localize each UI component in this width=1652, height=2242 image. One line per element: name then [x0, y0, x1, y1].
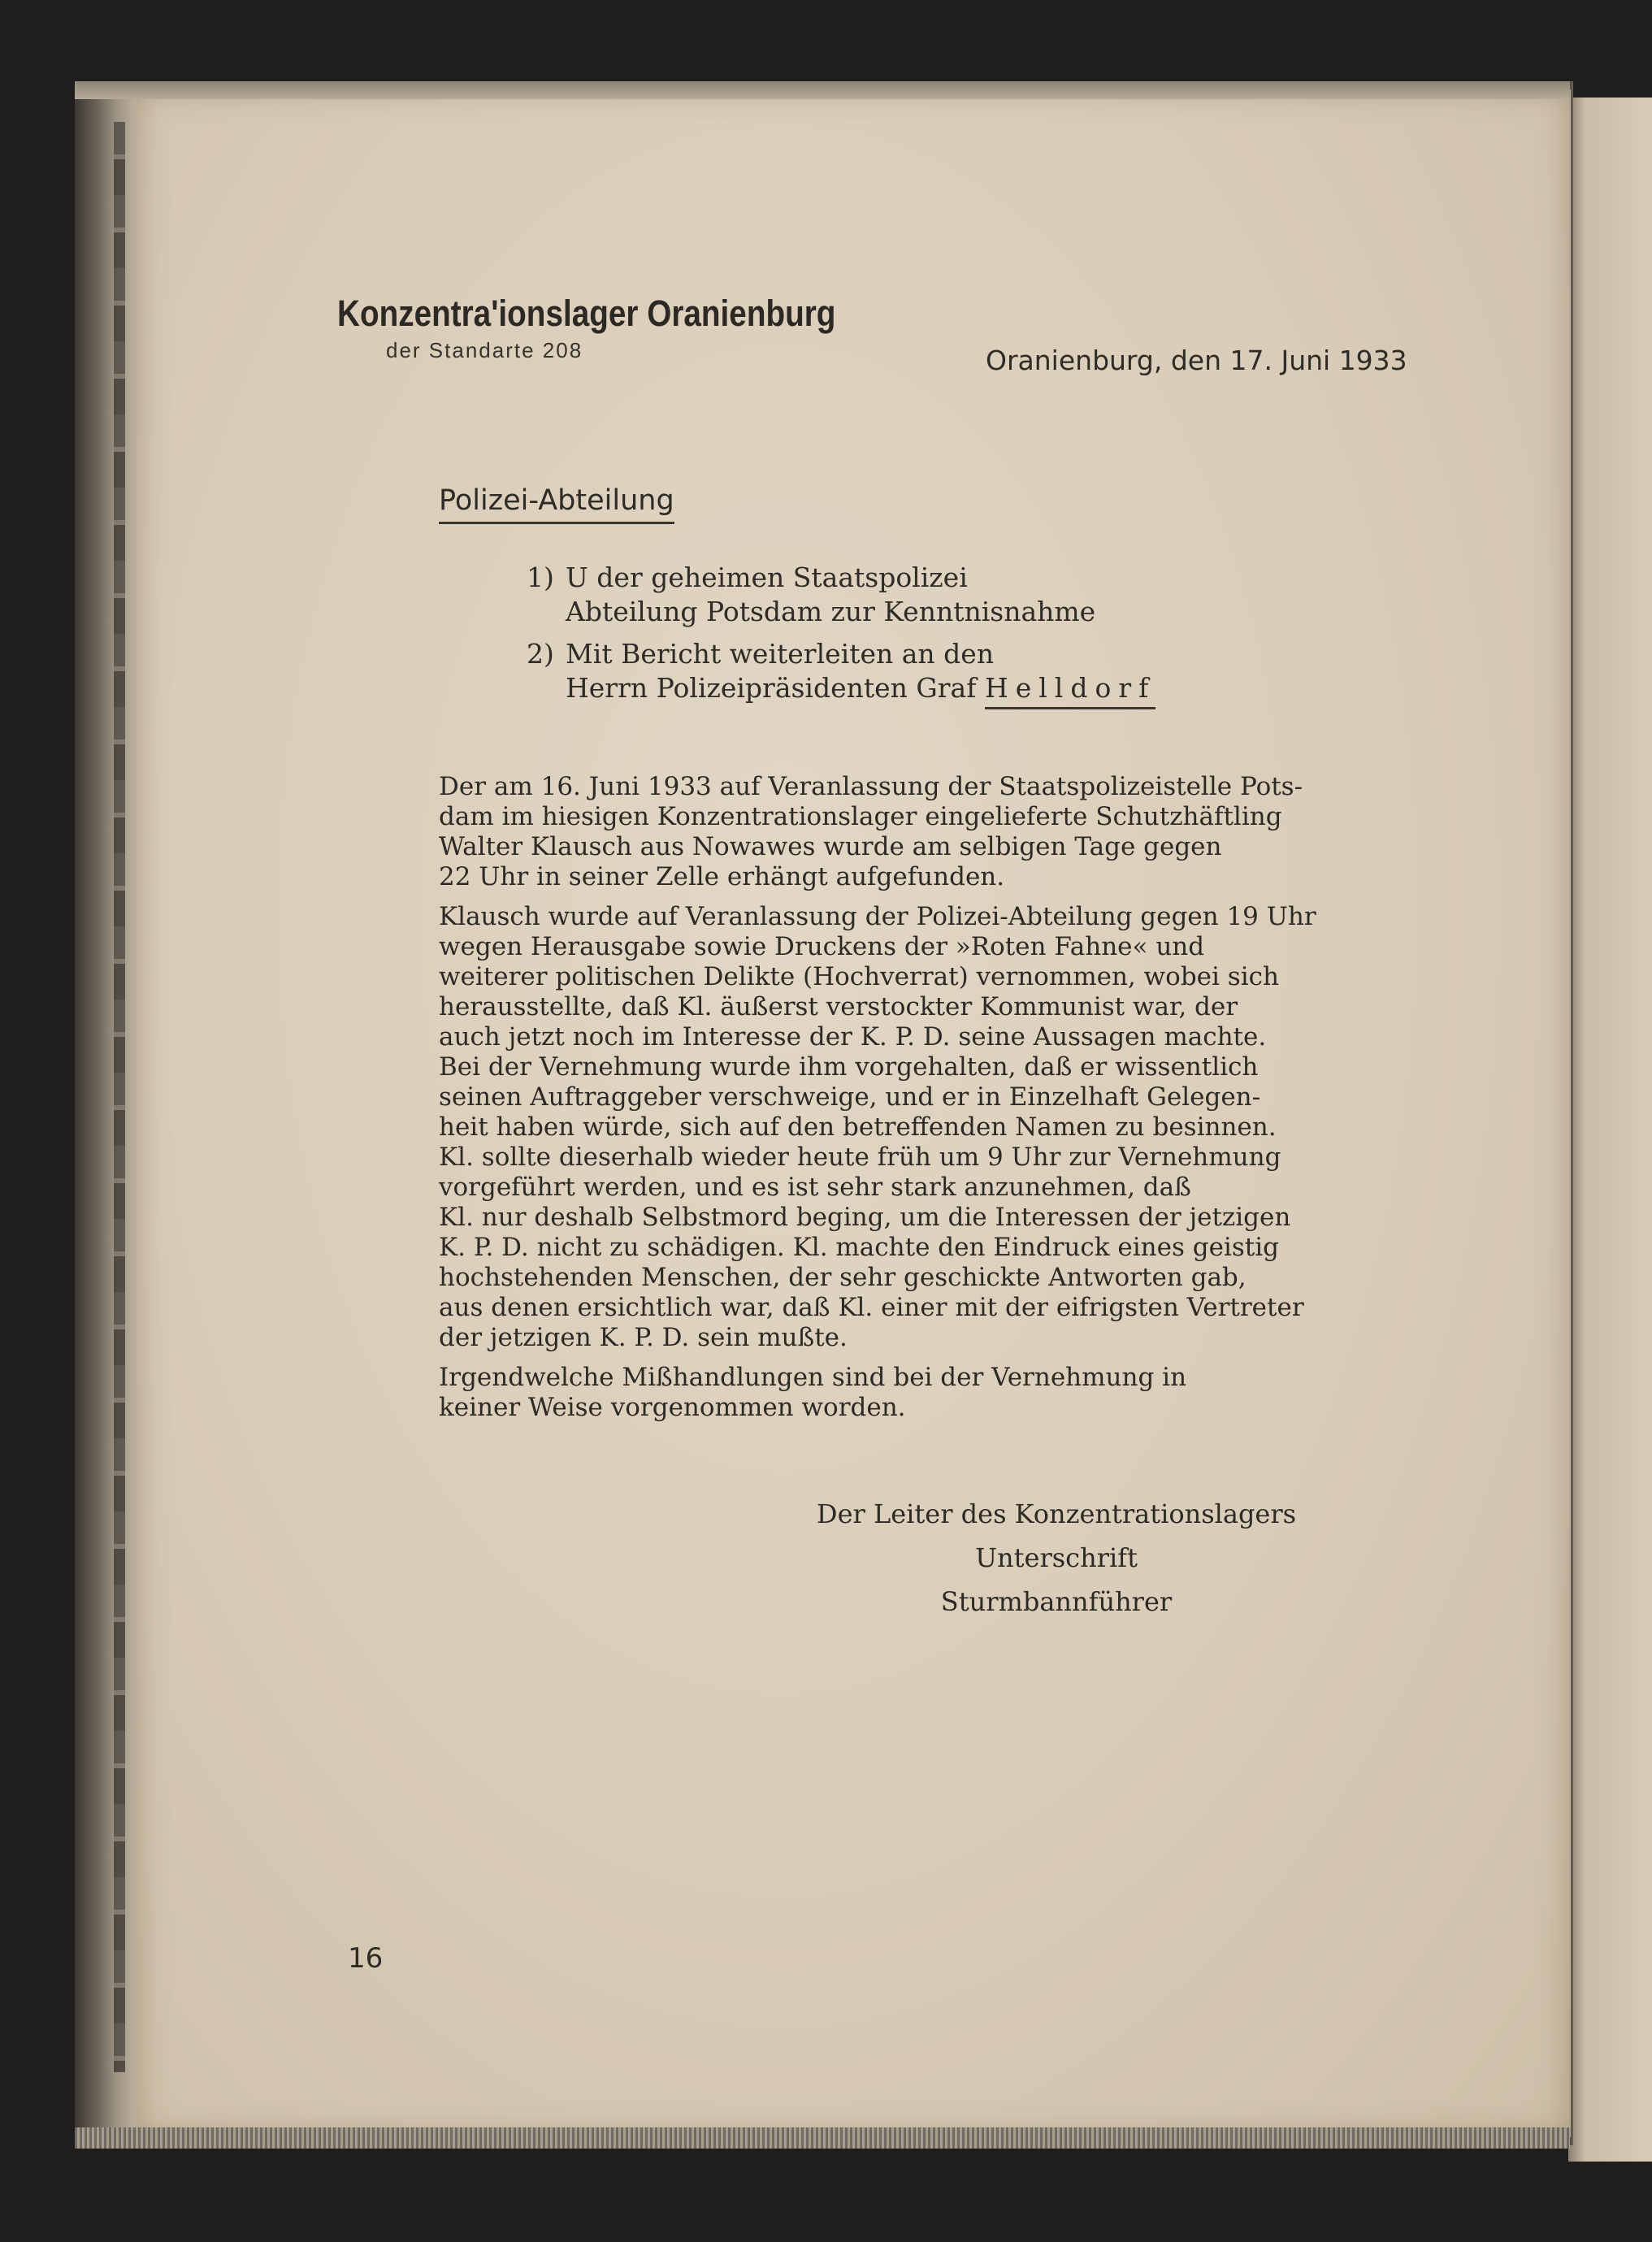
- text-line: wegen Herausgabe sowie Druckens der »Roten Fahne« und: [439, 932, 1205, 961]
- routing-recipient-prefix: Herrn Polizeipräsidenten Graf: [566, 672, 985, 704]
- text-line: Klausch wurde auf Veranlassung der Polizei-Abteilung gegen 19 Uhr: [439, 902, 1316, 931]
- facing-page-edge: [1568, 98, 1652, 2162]
- organization-unit: der Standarte 208: [386, 338, 583, 362]
- place-date: Oranienburg, den 17. Juni 1933: [986, 345, 1407, 376]
- paragraph: [439, 1363, 1424, 1423]
- text-line: heit haben würde, sich auf den betreffenden Namen zu besinnen.: [439, 1112, 1277, 1142]
- signatory-rank: Sturmbannführer: [940, 1586, 1173, 1617]
- page-number: 16: [348, 1942, 384, 1975]
- text-line: Der am 16. Juni 1933 auf Veranlassung der Staatspolizeistelle Pots-: [439, 772, 1303, 801]
- text-line: auch jetzt noch im Interesse der K. P. D. seine Aussagen machte.: [439, 1022, 1267, 1052]
- routing-item: [527, 637, 1156, 705]
- text-line: Walter Klausch aus Nowawes wurde am selbigen Tage gegen: [439, 832, 1222, 861]
- text-line: dam im hiesigen Konzentrationslager eingelieferte Schutzhäftling: [439, 802, 1282, 831]
- department-heading: Polizei-Abteilung: [439, 484, 674, 524]
- routing-number: 1): [527, 562, 554, 593]
- paragraph: [439, 902, 1424, 1353]
- signatory-title: Der Leiter des Konzentrationslagers: [816, 1498, 1297, 1529]
- text-line: Irgendwelche Mißhandlungen sind bei der Vernehmung in: [439, 1363, 1187, 1392]
- text-line: 22 Uhr in seiner Zelle erhängt aufgefunden.: [439, 862, 1005, 891]
- routing-list: [527, 561, 1156, 713]
- routing-line: Mit Bericht weiterleiten an den: [566, 638, 995, 670]
- text-line: Kl. sollte dieserhalb wieder heute früh um 9 Uhr zur Vernehmung: [439, 1143, 1281, 1172]
- page-bottom-edge: [75, 2127, 1570, 2149]
- routing-line: Abteilung Potsdam zur Kenntnisnahme: [566, 596, 1096, 627]
- routing-item: [527, 561, 1156, 629]
- signature-placeholder: Unterschrift: [975, 1542, 1138, 1573]
- text-line: herausstellte, daß Kl. äußerst verstockter Kommunist war, der: [439, 992, 1238, 1021]
- paragraph: [439, 772, 1424, 892]
- text-line: der jetzigen K. P. D. sein mußte.: [439, 1323, 848, 1352]
- signature-block: [780, 1492, 1333, 1624]
- page-top-edge: [75, 81, 1570, 99]
- routing-number: 2): [527, 638, 554, 670]
- text-line: Kl. nur deshalb Selbstmord beging, um die Interessen der jetzigen: [439, 1203, 1291, 1232]
- text-line: seinen Auftraggeber verschweige, und er in Einzelhaft Gelegen-: [439, 1082, 1261, 1112]
- letterhead: [337, 293, 917, 363]
- report-body: [439, 772, 1424, 1433]
- text-line: weiterer politischen Delikte (Hochverrat) vernommen, wobei sich: [439, 962, 1279, 991]
- routing-line: U der geheimen Staatspolizei: [566, 562, 968, 593]
- organization-name: Konzentra'ionslager Oranienburg: [337, 293, 836, 334]
- text-line: aus denen ersichtlich war, daß Kl. einer mit der eifrigsten Vertreter: [439, 1293, 1304, 1322]
- text-line: K. P. D. nicht zu schädigen. Kl. machte den Eindruck eines geistig: [439, 1233, 1279, 1262]
- recipient-name: Helldorf: [985, 672, 1156, 709]
- text-line: vorgeführt werden, und es ist sehr stark anzunehmen, daß: [439, 1173, 1191, 1202]
- text-line: Bei der Vernehmung wurde ihm vorgehalten, daß er wissentlich: [439, 1052, 1259, 1082]
- book-binding-strip: [114, 122, 125, 2072]
- text-line: hochstehenden Menschen, der sehr geschickte Antworten gab,: [439, 1263, 1247, 1292]
- routing-line: [566, 671, 1156, 705]
- text-line: keiner Weise vorgenommen worden.: [439, 1393, 906, 1422]
